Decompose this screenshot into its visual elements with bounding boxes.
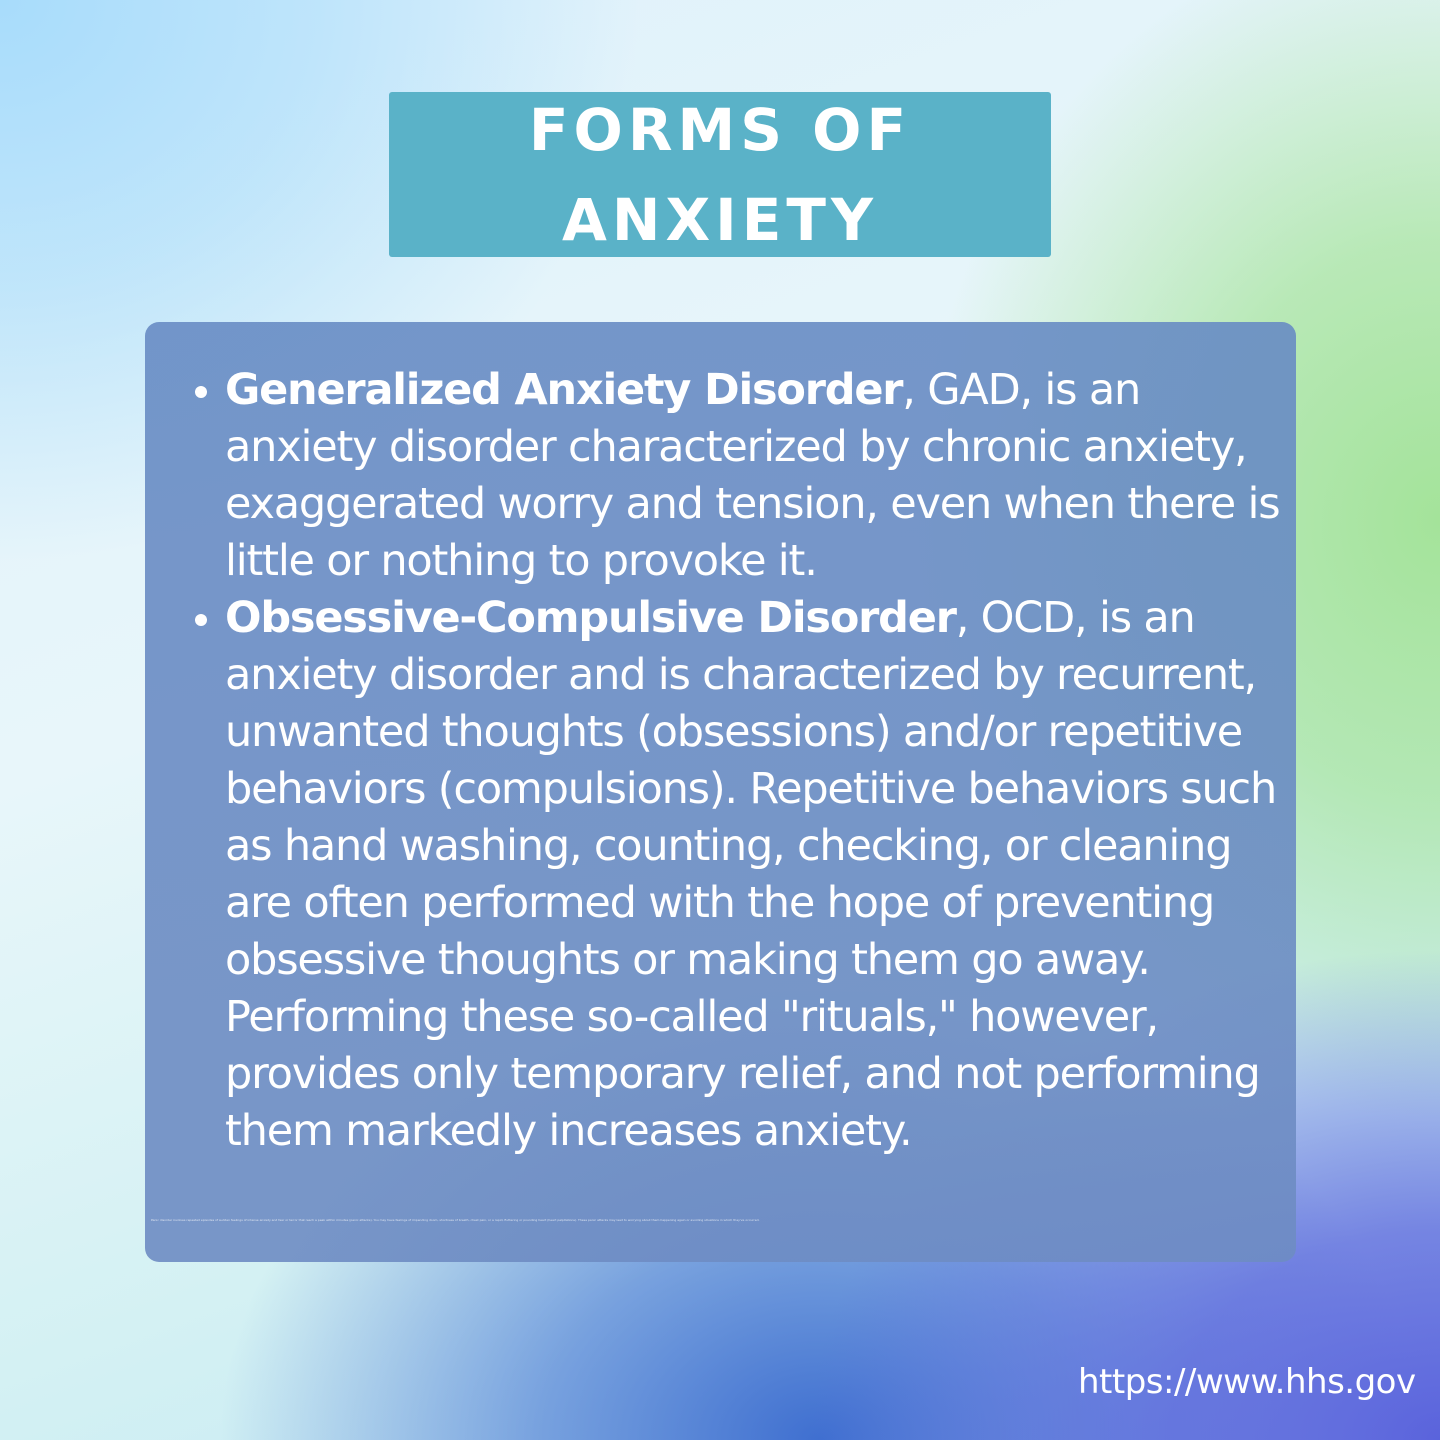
bullet-icon	[195, 614, 207, 626]
title-banner	[389, 92, 1051, 257]
term-ocd: Obsessive-Compulsive Disorder	[225, 593, 956, 643]
title-line-1: FORMS OF	[528, 95, 912, 164]
list-item-ocd	[225, 590, 1293, 1160]
source-url: https://www.hhs.gov	[1078, 1362, 1416, 1402]
term-gad: Generalized Anxiety Disorder	[225, 365, 903, 415]
footnote-text: Panic disorder involves repeated episodes of sudden feelings of intense anxiety and fear or terror that reach a peak within minutes (panic attacks). You may have feelings of impending doom, shortness of breath, chest pain, or a rapid, fluttering or pounding heart (heart palpitations). These panic attacks may lead to worrying about them happening again or avoiding situations in which they've occurred.	[151, 1218, 760, 1222]
description-ocd: , OCD, is an anxiety disorder and is characterized by recurrent, unwanted thoughts (obsessions) and/or repetitive behaviors (compulsions). Repetitive behaviors such as hand washing, counting, checking, or cleaning are often performed with the hope of preventing obsessive thoughts or making them go away. Performing these so-called "rituals," however, provides only temporary relief, and not performing them markedly increases anxiety.	[225, 593, 1277, 1156]
title-line-2: ANXIETY	[562, 185, 878, 254]
page-title	[490, 85, 950, 265]
description-gad: , GAD, is an anxiety disorder characterized by chronic anxiety, exaggerated worry and tension, even when there is little or nothing to provoke it.	[225, 365, 1280, 586]
content-panel	[145, 322, 1296, 1262]
bullet-icon	[195, 386, 207, 398]
list-item-gad	[225, 362, 1293, 590]
